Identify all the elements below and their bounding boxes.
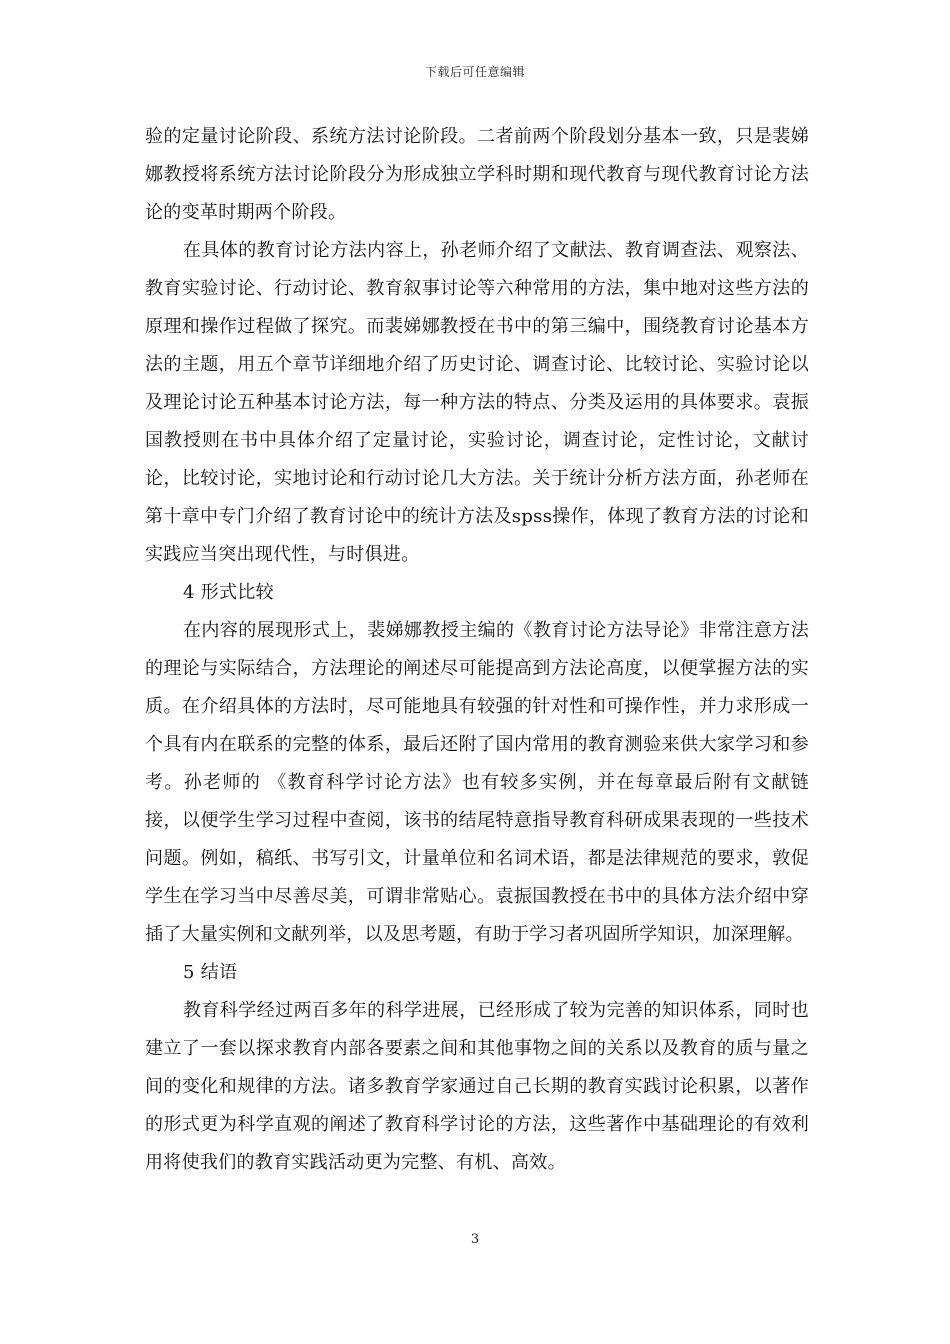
page-number: 3 — [470, 1232, 480, 1247]
section-heading-conclusion: 5 结语 — [183, 962, 238, 983]
section-heading-form-comparison: 4 形式比较 — [183, 582, 274, 603]
paragraph-methods-content: 在具体的教育讨论方法内容上，孙老师介绍了文献法、教育调查法、观察法、教育实验讨论、行动讨论、教育叙事讨论等六种常用的方法，集中地对这些方法的原理和操作过程做了探究。而裴娣娜教授在书中的第三编中，围绕教育讨论基本方法的主题，用五个章节详细地介绍了历史讨论、调查讨论、比较讨论、实验讨论以及理论讨论五种基本讨论方法，每一种方法的特点、分类及运用的具体要求。袁振国教授则在书中具体介绍了定量讨论，实验讨论，调查讨论，定性讨论，文献讨论，比较讨论，实地讨论和行动讨论几大方法。关于统计分析方法方面，孙老师在第十章中专门介绍了教育讨论中的统计方法及spss操作，体现了教育方法的讨论和实践应当突出现代性，与时俱进。 — [145, 240, 809, 565]
paragraph-form-comparison: 在内容的展现形式上，裴娣娜教授主编的《教育讨论方法导论》非常注意方法的理论与实际结合，方法理论的阐述尽可能提高到方法论高度，以便掌握方法的实质。在介绍具体的方法时，尽可能地具有较强的针对性和可操作性，并力求形成一个具有内在联系的完整的体系，最后还附了国内常用的教育测验来供大家学习和参考。孙老师的 《教育科学讨论方法》也有较多实例，并在每章最后附有文献链接，以便学生学习过程中查阅，该书的结尾特意指导教育科研成果表现的一些技术问题。例如，稿纸、书写引文，计量单位和名词术语，都是法律规范的要求，敦促学生在学习当中尽善尽美，可谓非常贴心。袁振国教授在书中的具体方法介绍中穿插了大量实例和文献列举，以及思考题，有助于学习者巩固所学知识，加深理解。 — [145, 620, 809, 945]
paragraph-continued: 验的定量讨论阶段、系统方法讨论阶段。二者前两个阶段划分基本一致，只是裴娣娜教授将系统方法讨论阶段分为形成独立学科时期和现代教育与现代教育讨论方法论的变革时期两个阶段。 — [145, 126, 809, 223]
document-body — [145, 118, 809, 1182]
page-header: 下载后可任意编辑 — [424, 65, 525, 79]
paragraph-conclusion: 教育科学经过两百多年的科学进展，已经形成了较为完善的知识体系，同时也建立了一套以探求教育内部各要素之间和其他事物之间的关系以及教育的质与量之间的变化和规律的方法。诸多教育学家通过自己长期的教育实践讨论积累，以著作的形式更为科学直观的阐述了教育科学讨论的方法，这些著作中基础理论的有效利用将使我们的教育实践活动更为完整、有机、高效。 — [145, 1000, 809, 1173]
